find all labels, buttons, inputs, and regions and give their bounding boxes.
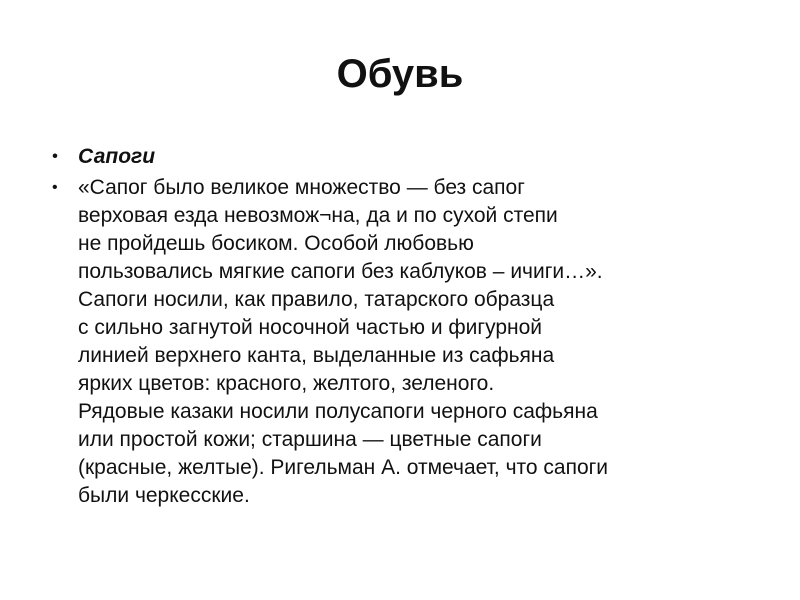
bullet-dot-icon: • [52,179,58,196]
bullet-item-quote [48,174,768,510]
paragraph-line: ярких цветов: красного, желтого, зеленого. [78,372,495,395]
bullet-dot-icon: • [52,148,58,165]
paragraph-line: Сапоги носили, как правило, татарского образца [78,288,555,311]
paragraph-line: линией верхнего канта, выделанные из сафьяна [78,344,555,367]
paragraph-line: Рядовые казаки носили полусапоги черного сафьяна [78,400,598,423]
slide-title: Обувь [336,52,464,96]
bullet-list [48,143,768,513]
paragraph-line: пользовались мягкие сапоги без каблуков – ичиги…». [78,260,603,283]
paragraph-line: были черкесские. [78,484,250,507]
paragraph-line: (красные, желтые). Ригельман А. отмечает, что сапоги [78,456,609,479]
bullet-item-heading [48,143,768,171]
paragraph-line: верховая езда невозмож¬на, да и по сухой степи [78,204,558,227]
paragraph-line: с сильно загнутой носочной частью и фигурной [78,316,543,339]
paragraph-line: не пройдешь босиком. Особой любовью [78,232,474,255]
bullet-heading-text: Сапоги [78,145,156,168]
paragraph-line: «Сапог было великое множество — без сапог [78,176,525,199]
paragraph-line: или простой кожи; старшина — цветные сапоги [78,428,542,451]
